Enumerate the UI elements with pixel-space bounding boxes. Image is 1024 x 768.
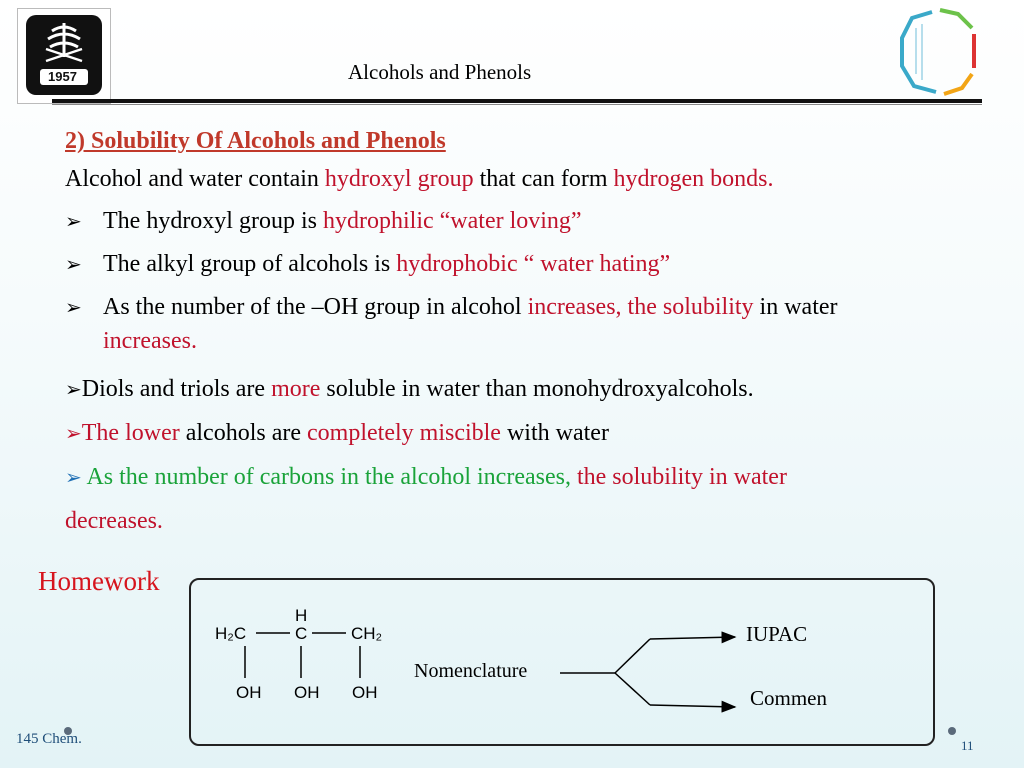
iupac-label: IUPAC (746, 622, 808, 646)
arrow-bullet-icon: ➢ (65, 211, 82, 233)
circuit-logo-icon (892, 4, 982, 98)
atom-c: C (295, 624, 308, 643)
line-diols: ➢Diols and triols are more soluble in water than monohydroxyalcohols. (65, 376, 754, 402)
university-logo (17, 8, 111, 104)
branch-arrows-icon (555, 625, 755, 725)
line-lower-alcohols: ➢The lower alcohols are completely miscible with water (65, 420, 609, 446)
footer-dot-right (948, 727, 956, 735)
arrow-bullet-icon: ➢ (65, 254, 82, 276)
arrow-bullet-icon: ➢ (65, 467, 82, 489)
bullet-oh-groups-continued: increases. (103, 328, 197, 354)
header-divider-thin (52, 104, 982, 105)
homework-label: Homework (38, 566, 160, 596)
atom-h2c: H₂C (215, 624, 247, 643)
header-divider (52, 99, 982, 103)
intro-line: Alcohol and water contain hydroxyl group that can form hydrogen bonds. (65, 166, 774, 192)
bullet-hydrophilic: ➢ The hydroxyl group is hydrophilic “water loving” (65, 208, 582, 234)
page-number: 11 (961, 738, 974, 753)
atom-oh-2: OH (294, 683, 320, 702)
logo-year: 1957 (48, 69, 77, 84)
footer-course: 145 Chem. (16, 731, 82, 747)
line-carbons-continued: decreases. (65, 508, 163, 534)
common-label: Commen (750, 686, 827, 710)
atom-oh-1: OH (236, 683, 262, 702)
page-title: Alcohols and Phenols (348, 60, 532, 84)
section-heading: 2) Solubility Of Alcohols and Phenols (65, 128, 446, 154)
atom-ch2: CH₂ (351, 624, 383, 643)
line-carbons: ➢ As the number of carbons in the alcohol increases, the solubility in water (65, 464, 787, 490)
atom-oh-3: OH (352, 683, 378, 702)
arrow-bullet-icon: ➢ (65, 297, 82, 319)
arrow-bullet-icon: ➢ (65, 379, 82, 401)
arrow-bullet-icon: ➢ (65, 423, 82, 445)
bullet-hydrophobic: ➢ The alkyl group of alcohols is hydrophobic “ water hating” (65, 251, 671, 277)
atom-h: H (295, 606, 308, 625)
bullet-oh-groups: ➢ As the number of the –OH group in alcohol increases, the solubility in water (65, 294, 838, 320)
nomenclature-label: Nomenclature (414, 660, 528, 682)
